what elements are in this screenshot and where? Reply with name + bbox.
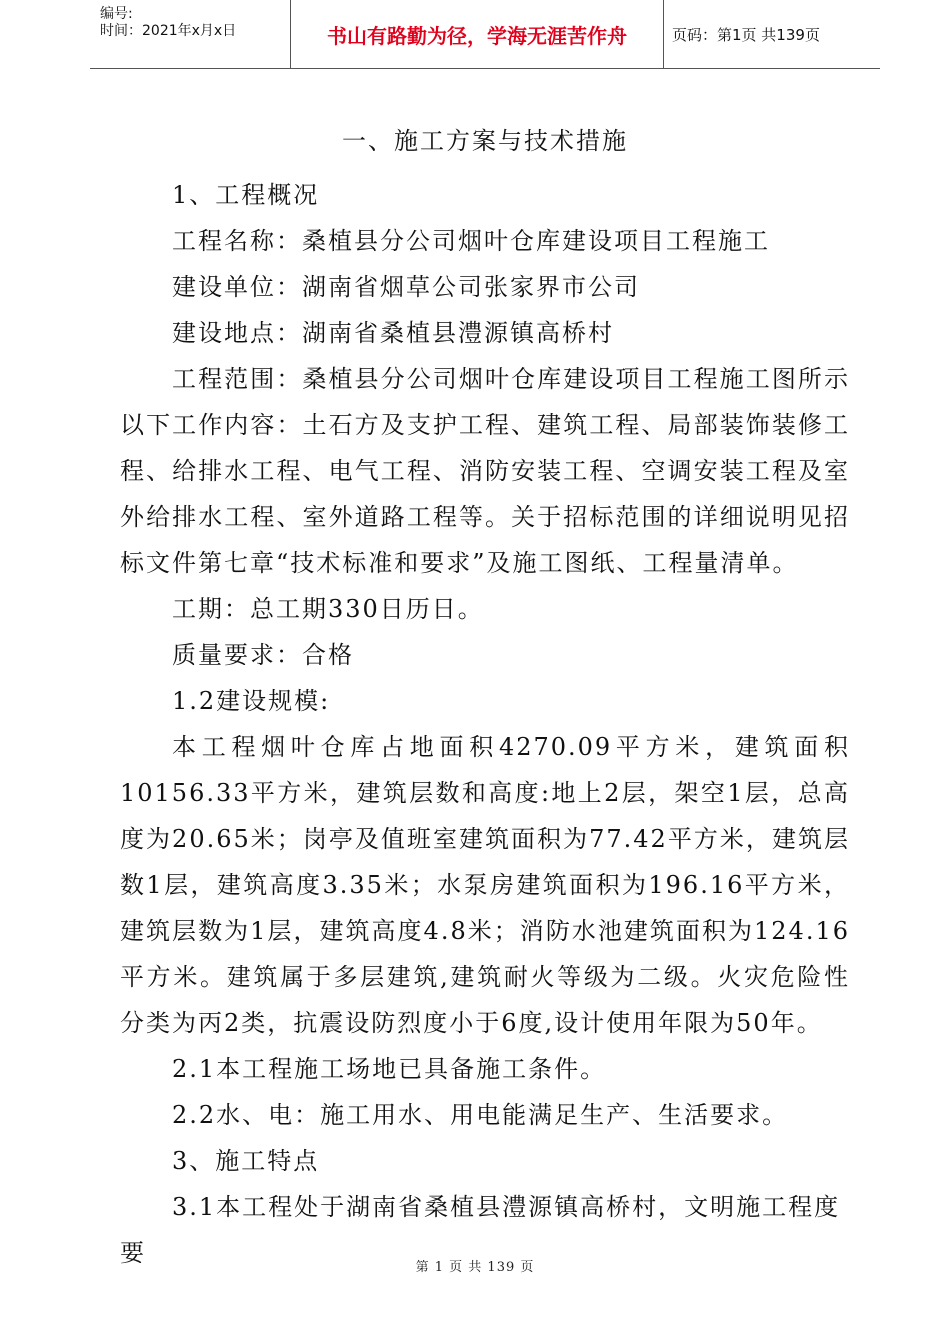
header-page-info: 页码：第1页 共139页 [672, 25, 820, 44]
number-label: 编号: [100, 6, 133, 22]
page-header [90, 0, 880, 69]
paragraph: 工期：总工期330日历日。 [172, 595, 484, 623]
paragraph: 3、施工特点 [172, 1147, 320, 1175]
document-body [120, 118, 850, 1276]
page-footer: 第 1 页 共 139 页 [415, 1260, 535, 1275]
paragraph: 本工程烟叶仓库占地面积4270.09平方米，建筑面积10156.33平方米，建筑层数和高度:地上2层，架空1层，总高度为20.65米；岗亭及值班室建筑面积为77.42平方米，建筑层数1层，建筑高度3.35米；水泵房建筑面积为196.16平方米，建筑层数为1层，建筑高度4.8米；消防水池建筑面积为124.16平方米。建筑属于多层建筑,建筑耐火等级为二级。火灾危险性分类为丙2类，抗震设防烈度小于6度,设计使用年限为50年。 [120, 733, 850, 1037]
paragraph: 工程名称：桑植县分公司烟叶仓库建设项目工程施工 [172, 227, 770, 255]
paragraph: 质量要求：合格 [172, 641, 354, 669]
paragraph: 1.2建设规模: [172, 687, 331, 715]
document-title: 一、施工方案与技术措施 [342, 127, 628, 155]
paragraph: 3.1本工程处于湖南省桑植县澧源镇高桥村，文明施工程度要 [120, 1193, 841, 1267]
paragraph: 1、工程概况 [172, 181, 320, 209]
paragraph: 2.1本工程施工场地已具备施工条件。 [172, 1055, 607, 1083]
paragraph: 建设地点：湖南省桑植县澧源镇高桥村 [172, 319, 614, 347]
header-motto: 书山有路勤为径，学海无涯苦作舟 [290, 0, 664, 68]
header-meta [100, 0, 290, 74]
paragraph: 工程范围：桑植县分公司烟叶仓库建设项目工程施工图所示以下工作内容：土石方及支护工程、建筑工程、局部装饰装修工程、给排水工程、电气工程、消防安装工程、空调安装工程及室外给排水工程、室外道路工程等。关于招标范围的详细说明见招标文件第七章“技术标准和要求”及施工图纸、工程量清单。 [120, 365, 850, 577]
paragraph: 2.2水、电：施工用水、用电能满足生产、生活要求。 [172, 1101, 789, 1129]
time-label: 时间：2021年x月x日 [100, 23, 237, 39]
paragraph: 建设单位：湖南省烟草公司张家界市公司 [172, 273, 640, 301]
